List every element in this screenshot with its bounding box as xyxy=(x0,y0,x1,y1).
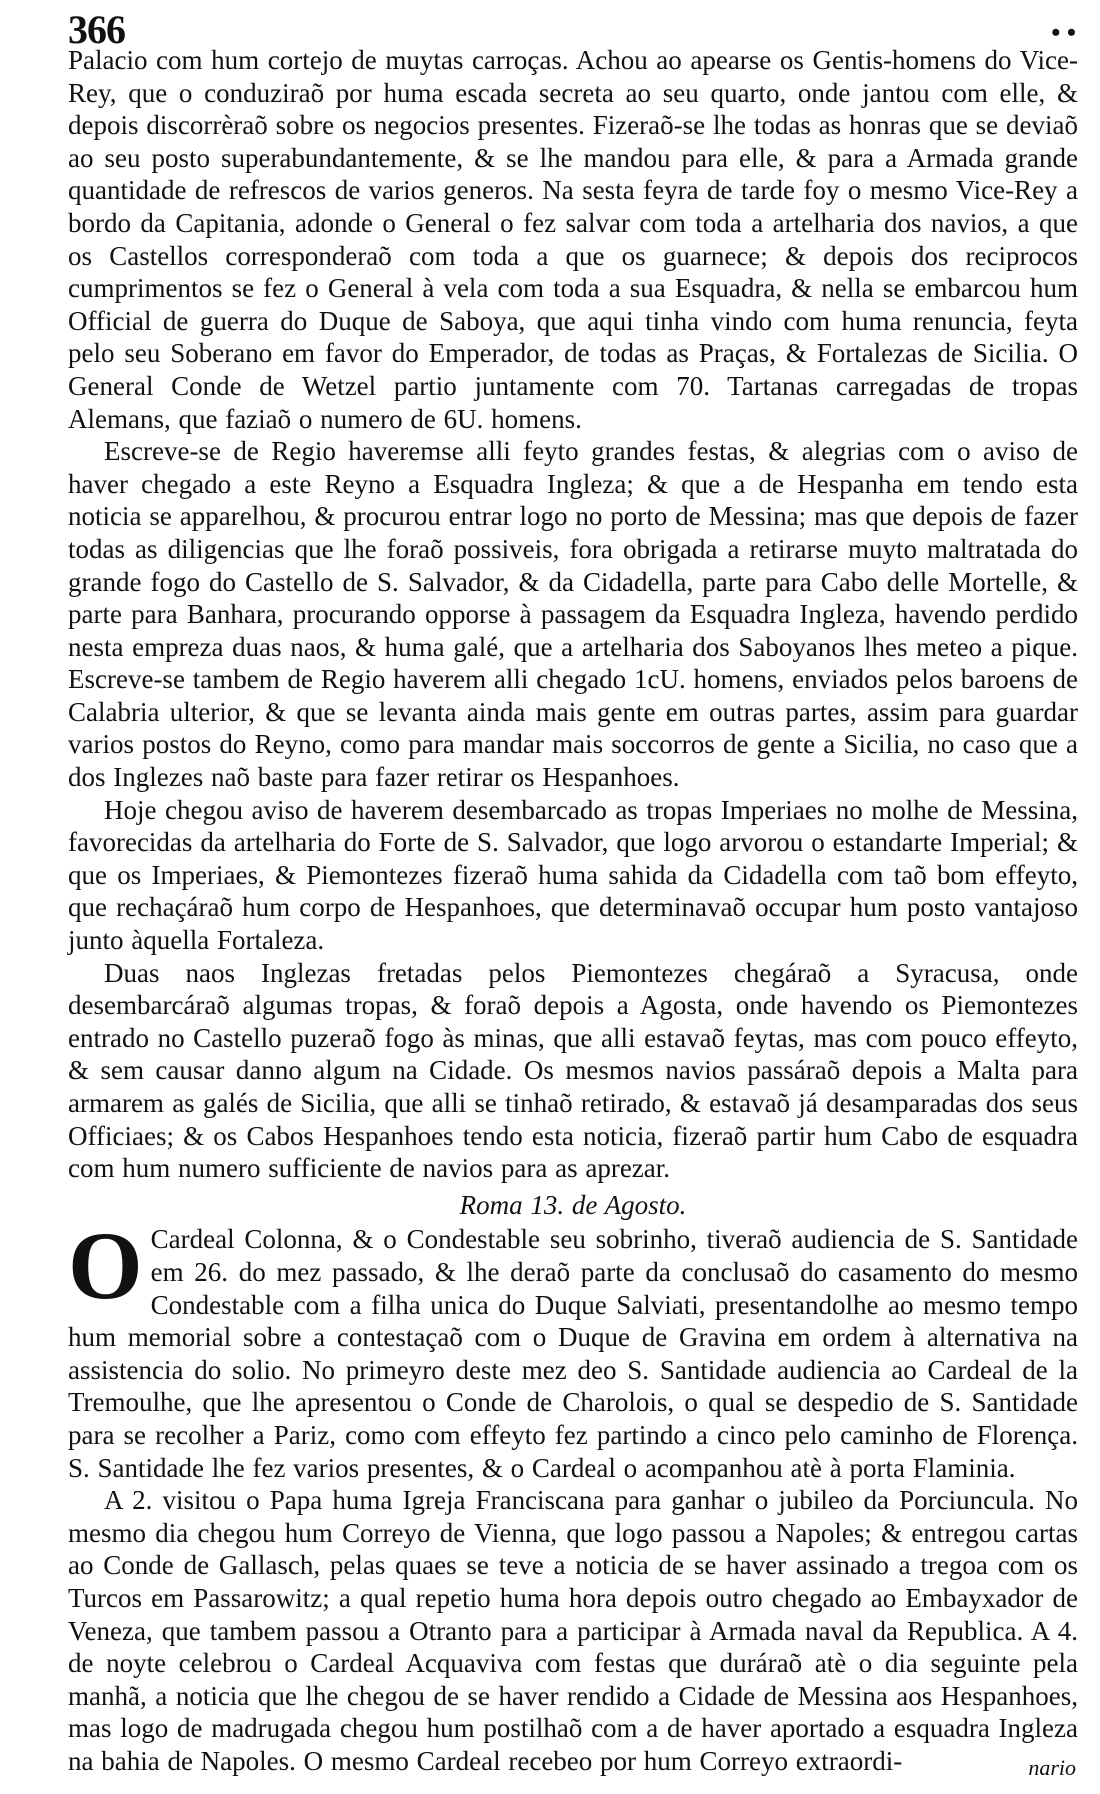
paragraph-2: Escreve-se de Regio haveremse alli feyto grandes festas, & alegrias com o aviso de haver chegado a este Reyno a Esquadra Ingleza; & que a de Hespanha em tendo esta noticia se apparelhou, & procurou entrar logo no porto de Messina; mas que depois de fazer todas as diligencias que lhe foraõ possiveis, fora obrigada a retirarse muyto maltratada do grande fogo do Castello de S. Salvador, & da Cidadella, parte para Cabo delle Mortelle, & parte para Banhara, procurando opporse à passagem da Esquadra Ingleza, havendo perdido nesta empreza duas naos, & huma galé, que a artelharia dos Saboyanos lhes meteo a pique. Escreve-se tambem de Regio haverem alli chegado 1cU. homens, enviados pelos baroens de Calabria ulterior, & que se levanta ainda mais gente em outras partes, assim para guardar varios postos do Reyno, como para mandar mais soccorros de gente a Sicilia, no caso que a dos Inglezes naõ baste para fazer retirar os Hespanhoes. xyxy=(68,436,1078,793)
corner-mark: • • xyxy=(1051,18,1076,47)
paragraph-last: A 2. visitou o Papa huma Igreja Franciscana para ganhar o jubileo da Porciuncula. No mesmo dia chegou hum Correyo de Vienna, que logo passou a Napoles; & entregou cartas ao Conde de Gallasch, pelas quaes se teve a noticia de se haver assinado a tregoa com os Turcos em Passarowitz; a qual repetio huma hora depois outro chegado ao Embayxador de Veneza, que tambem passou a Otranto para a participar à Armada naval da Republica. A 4. de noyte celebrou o Cardeal Acquaviva com festas que duráraõ atè o dia seguinte pela manhã, a noticia que lhe chegou de se haver rendido a Cidade de Messina aos Hespanhoes, mas logo de madrugada chegou hum postilhaõ com a de haver aportado a esquadra Ingleza na bahia de Napoles. O mesmo Cardeal recebeo por hum Correyo extraordi- xyxy=(68,1485,1078,1776)
paragraph-roma xyxy=(68,1212,1078,1484)
paragraph-4: Duas naos Inglezas fretadas pelos Piemontezes chegáraõ a Syracusa, onde desembarcáraõ algumas tropas, & foraõ depois a Agosta, onde havendo os Piemontezes entrado no Castello puzeraõ fogo às minas, que alli estavaõ feytas, mas com pouco effeyto, & sem causar danno algum na Cidade. Os mesmos navios passáraõ depois a Malta para armarem as galés de Sicilia, que alli se tinhaõ retirado, & estavaõ já desamparadas dos seus Officiaes; & os Cabos Hespanhoes tendo esta noticia, fizeraõ partir hum Cabo de esquadra com hum numero sufficiente de navios para as aprezar. xyxy=(68,957,1078,1184)
dateline-roma: Roma 13. de Agosto. xyxy=(459,1189,687,1220)
paragraph-roma-text: Cardeal Colonna, & o Condestable seu sobrinho, tiveraõ audiencia de S. Santidade em 26. do mez passado, & lhe deraõ parte da conclusaõ do casamento do mesmo Condestable com a filha unica do Duque Salviati, presentandolhe ao mesmo tempo hum memorial sobre a contestaçaõ com o Duque de Gravina em ordem à alternativa na assistencia do solio. No primeyro deste mez deo S. Santidade audiencia ao Cardeal de la Tremoulhe, que lhe apresentou o Conde de Charolois, o qual se despedio de S. Santidade para se recolher a Pariz, como com effeyto fez partindo a cinco pelo caminho de Florença. S. Santidade lhe fez varios presentes, & o Cardeal o acompanhou atè à porta Flaminia. xyxy=(68,1224,1078,1483)
paragraph-1: Palacio com hum cortejo de muytas carroças. Achou ao apearse os Gentis-homens do Vice-Rey, que o conduziraõ por huma escada secreta ao seu quarto, onde jantou com elle, & depois discorrèraõ sobre os negocios presentes. Fizeraõ-se lhe todas as honras que se deviaõ ao seu posto superabundantemente, & se lhe mandou para elle, & para a Armada grande quantidade de refrescos de varios generos. Na sesta feyra de tarde foy o mesmo Vice-Rey a bordo da Capitania, adonde o General o fez salvar com toda a artelharia dos navios, a que os Castellos corresponderaõ com toda a que os guarnece; & depois dos reciprocos cumprimentos se fez o General à vela com toda a sua Esquadra, & nella se embarcou hum Official de guerra do Duque de Saboya, que aqui tinha vindo com huma renuncia, feyta pelo seu Soberano em favor do Emperador, de todas as Praças, & Fortalezas de Sicilia. O General Conde de Wetzel partio juntamente com 70. Tartanas carregadas de tropas Alemans, que faziaõ o numero de 6U. homens. xyxy=(68,45,1078,434)
paragraph-3: Hoje chegou aviso de haverem desembarcado as tropas Imperiaes no molhe de Messina, favorecidas da artelharia do Forte de S. Salvador, que logo arvorou o estandarte Imperial; & que os Imperiaes, & Piemontezes fizeraõ huma sahida da Cidadella com taõ bom effeyto, que rechaçáraõ hum corpo de Hespanhoes, que determinavaõ occupar hum posto vantajoso junto àquella Fortaleza. xyxy=(68,794,1078,956)
article-body xyxy=(68,44,1078,1777)
drop-cap-letter: O xyxy=(68,1212,143,1320)
page-number: 366 xyxy=(68,7,125,52)
catchword: nario xyxy=(1028,1755,1076,1780)
